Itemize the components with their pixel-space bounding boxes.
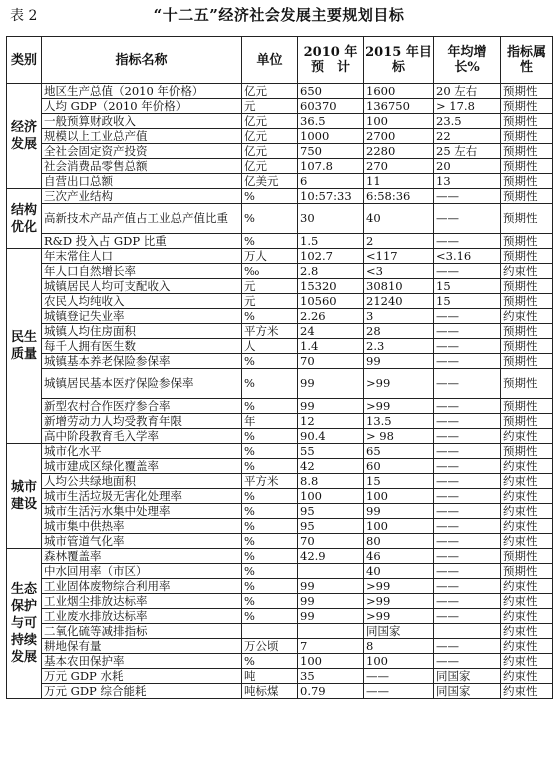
growth-cell: —— bbox=[434, 564, 501, 579]
attribute-cell: 约束性 bbox=[501, 639, 553, 654]
growth-cell: 15 bbox=[434, 294, 501, 309]
value-2010-cell: 90.4 bbox=[298, 429, 364, 444]
table-row bbox=[7, 654, 553, 669]
indicator-name-cell: 一般预算财政收入 bbox=[42, 114, 242, 129]
indicator-name-cell: 每千人拥有医生数 bbox=[42, 339, 242, 354]
table-row bbox=[7, 354, 553, 369]
growth-cell: —— bbox=[434, 324, 501, 339]
unit-cell: % bbox=[242, 189, 298, 204]
unit-cell: % bbox=[242, 609, 298, 624]
table-number: 表 2 bbox=[10, 8, 38, 24]
indicator-name-cell: 自营出口总额 bbox=[42, 174, 242, 189]
unit-cell: 万人 bbox=[242, 249, 298, 264]
unit-cell: 亿元 bbox=[242, 144, 298, 159]
value-2015-cell: 2280 bbox=[364, 144, 434, 159]
growth-cell: —— bbox=[434, 429, 501, 444]
unit-cell: % bbox=[242, 654, 298, 669]
category-cell: 生态保护与可持续发展 bbox=[7, 549, 42, 699]
table-row bbox=[7, 489, 553, 504]
unit-cell: % bbox=[242, 564, 298, 579]
indicator-name-cell: 城市生活垃圾无害化处理率 bbox=[42, 489, 242, 504]
value-2015-cell: 136750 bbox=[364, 99, 434, 114]
table-row bbox=[7, 144, 553, 159]
table-row bbox=[7, 459, 553, 474]
value-2010-cell: 70 bbox=[298, 534, 364, 549]
table-row bbox=[7, 204, 553, 234]
unit-cell: 吨 bbox=[242, 669, 298, 684]
value-2015-cell: 46 bbox=[364, 549, 434, 564]
indicator-name-cell: 万元 GDP 水耗 bbox=[42, 669, 242, 684]
table-title: “十二五”经济社会发展主要规划目标 bbox=[153, 6, 405, 24]
value-2010-cell: 650 bbox=[298, 84, 364, 99]
growth-cell: —— bbox=[434, 534, 501, 549]
attribute-cell: 约束性 bbox=[501, 489, 553, 504]
attribute-cell: 约束性 bbox=[501, 504, 553, 519]
growth-cell: —— bbox=[434, 549, 501, 564]
value-2015-cell: 8 bbox=[364, 639, 434, 654]
value-2010-cell: 102.7 bbox=[298, 249, 364, 264]
unit-cell: % bbox=[242, 444, 298, 459]
attribute-cell: 预期性 bbox=[501, 249, 553, 264]
indicator-name-cell: 高新技术产品产值占工业总产值比重 bbox=[42, 204, 242, 234]
growth-cell: —— bbox=[434, 594, 501, 609]
value-2015-cell: 40 bbox=[364, 564, 434, 579]
value-2015-cell: >99 bbox=[364, 609, 434, 624]
growth-cell: —— bbox=[434, 204, 501, 234]
indicator-name-cell: 高中阶段教育毛入学率 bbox=[42, 429, 242, 444]
value-2010-cell: 99 bbox=[298, 369, 364, 399]
value-2015-cell: 65 bbox=[364, 444, 434, 459]
indicator-name-cell: 规模以上工业总产值 bbox=[42, 129, 242, 144]
unit-cell: 元 bbox=[242, 294, 298, 309]
value-2010-cell: 95 bbox=[298, 519, 364, 534]
table-row bbox=[7, 444, 553, 459]
table-row bbox=[7, 324, 553, 339]
indicator-name-cell: 地区生产总值（2010 年价格） bbox=[42, 84, 242, 99]
attribute-cell: 预期性 bbox=[501, 414, 553, 429]
attribute-cell: 预期性 bbox=[501, 234, 553, 249]
indicator-name-cell: 城镇居民人均可支配收入 bbox=[42, 279, 242, 294]
table-row bbox=[7, 534, 553, 549]
table-row bbox=[7, 639, 553, 654]
growth-cell: 22 bbox=[434, 129, 501, 144]
attribute-cell: 约束性 bbox=[501, 264, 553, 279]
value-2015-cell: 6:58:36 bbox=[364, 189, 434, 204]
unit-cell: % bbox=[242, 504, 298, 519]
attribute-cell: 预期性 bbox=[501, 279, 553, 294]
indicator-name-cell: 新增劳动力人均受教育年限 bbox=[42, 414, 242, 429]
unit-cell: 万公顷 bbox=[242, 639, 298, 654]
growth-cell bbox=[434, 624, 501, 639]
attribute-cell: 约束性 bbox=[501, 579, 553, 594]
value-2010-cell: 12 bbox=[298, 414, 364, 429]
unit-cell: 元 bbox=[242, 279, 298, 294]
attribute-cell: 预期性 bbox=[501, 129, 553, 144]
growth-cell: 同国家 bbox=[434, 669, 501, 684]
growth-cell: —— bbox=[434, 579, 501, 594]
unit-cell: % bbox=[242, 534, 298, 549]
table-row bbox=[7, 504, 553, 519]
table-row bbox=[7, 609, 553, 624]
growth-cell: —— bbox=[434, 459, 501, 474]
table-row bbox=[7, 399, 553, 414]
attribute-cell: 预期性 bbox=[501, 174, 553, 189]
growth-cell: —— bbox=[434, 354, 501, 369]
indicator-name-cell: 中水回用率（市区） bbox=[42, 564, 242, 579]
table-row bbox=[7, 309, 553, 324]
growth-cell: —— bbox=[434, 309, 501, 324]
growth-cell: 13 bbox=[434, 174, 501, 189]
indicator-name-cell: 全社会固定资产投资 bbox=[42, 144, 242, 159]
indicator-name-cell: 工业烟尘排放达标率 bbox=[42, 594, 242, 609]
unit-cell: 吨标煤 bbox=[242, 684, 298, 699]
value-2015-cell: <3 bbox=[364, 264, 434, 279]
header-category: 类别 bbox=[7, 37, 42, 84]
value-2010-cell: 99 bbox=[298, 399, 364, 414]
value-2010-cell: 750 bbox=[298, 144, 364, 159]
indicator-name-cell: 城镇居民基本医疗保险参保率 bbox=[42, 369, 242, 399]
attribute-cell: 预期性 bbox=[501, 189, 553, 204]
growth-cell: 25 左右 bbox=[434, 144, 501, 159]
unit-cell: 亿元 bbox=[242, 114, 298, 129]
growth-cell: —— bbox=[434, 339, 501, 354]
indicator-name-cell: 工业固体废物综合利用率 bbox=[42, 579, 242, 594]
value-2010-cell: 2.26 bbox=[298, 309, 364, 324]
table-row bbox=[7, 429, 553, 444]
table-row bbox=[7, 564, 553, 579]
value-2015-cell: 270 bbox=[364, 159, 434, 174]
value-2010-cell: 35 bbox=[298, 669, 364, 684]
table-row bbox=[7, 594, 553, 609]
indicator-name-cell: R&D 投入占 GDP 比重 bbox=[42, 234, 242, 249]
indicator-name-cell: 城镇基本养老保险参保率 bbox=[42, 354, 242, 369]
growth-cell: <3.16 bbox=[434, 249, 501, 264]
unit-cell: 亿元 bbox=[242, 129, 298, 144]
indicator-name-cell: 森林覆盖率 bbox=[42, 549, 242, 564]
attribute-cell: 预期性 bbox=[501, 339, 553, 354]
indicator-name-cell: 城市建成区绿化覆盖率 bbox=[42, 459, 242, 474]
growth-cell: —— bbox=[434, 519, 501, 534]
category-cell: 城市建设 bbox=[7, 444, 42, 549]
unit-cell: % bbox=[242, 354, 298, 369]
table-row bbox=[7, 414, 553, 429]
growth-cell: 23.5 bbox=[434, 114, 501, 129]
attribute-cell: 预期性 bbox=[501, 204, 553, 234]
value-2010-cell: 1.4 bbox=[298, 339, 364, 354]
unit-cell: ‰ bbox=[242, 264, 298, 279]
value-2015-cell: 1600 bbox=[364, 84, 434, 99]
header-2015-target: 2015 年目 标 bbox=[364, 37, 434, 84]
table-row bbox=[7, 669, 553, 684]
header-indicator-name: 指标名称 bbox=[42, 37, 242, 84]
unit-cell: % bbox=[242, 399, 298, 414]
growth-cell: —— bbox=[434, 234, 501, 249]
table-row bbox=[7, 129, 553, 144]
attribute-cell: 预期性 bbox=[501, 369, 553, 399]
value-2010-cell: 99 bbox=[298, 609, 364, 624]
attribute-cell: 预期性 bbox=[501, 144, 553, 159]
indicator-name-cell: 基本农田保护率 bbox=[42, 654, 242, 669]
table-caption bbox=[0, 0, 558, 34]
attribute-cell: 预期性 bbox=[501, 564, 553, 579]
indicator-name-cell: 二氧化硫等减排指标 bbox=[42, 624, 242, 639]
value-2010-cell: 10560 bbox=[298, 294, 364, 309]
value-2015-cell: 100 bbox=[364, 114, 434, 129]
unit-cell: % bbox=[242, 429, 298, 444]
unit-cell: 亿美元 bbox=[242, 174, 298, 189]
value-2010-cell: 107.8 bbox=[298, 159, 364, 174]
attribute-cell: 预期性 bbox=[501, 549, 553, 564]
unit-cell: % bbox=[242, 579, 298, 594]
indicator-name-cell: 农民人均纯收入 bbox=[42, 294, 242, 309]
table-row bbox=[7, 684, 553, 699]
unit-cell: 人 bbox=[242, 339, 298, 354]
indicator-name-cell: 万元 GDP 综合能耗 bbox=[42, 684, 242, 699]
header-unit: 单位 bbox=[242, 37, 298, 84]
attribute-cell: 预期性 bbox=[501, 99, 553, 114]
header-indicator-attribute: 指标属性 bbox=[501, 37, 553, 84]
unit-cell: % bbox=[242, 204, 298, 234]
value-2010-cell: 100 bbox=[298, 654, 364, 669]
value-2015-cell: 2.3 bbox=[364, 339, 434, 354]
growth-cell: 15 bbox=[434, 279, 501, 294]
table-row bbox=[7, 624, 553, 639]
value-2015-cell: 11 bbox=[364, 174, 434, 189]
indicator-name-cell: 城镇人均住房面积 bbox=[42, 324, 242, 339]
value-2015-cell: >99 bbox=[364, 579, 434, 594]
table-row bbox=[7, 369, 553, 399]
attribute-cell: 预期性 bbox=[501, 159, 553, 174]
unit-cell: 亿元 bbox=[242, 159, 298, 174]
planning-targets-table bbox=[6, 36, 553, 699]
header-2010-estimate: 2010 年预 计 bbox=[298, 37, 364, 84]
value-2015-cell: 15 bbox=[364, 474, 434, 489]
value-2015-cell: —— bbox=[364, 684, 434, 699]
value-2010-cell bbox=[298, 564, 364, 579]
table-body bbox=[7, 84, 553, 699]
indicator-name-cell: 城市管道气化率 bbox=[42, 534, 242, 549]
growth-cell: —— bbox=[434, 474, 501, 489]
table-row bbox=[7, 579, 553, 594]
attribute-cell: 约束性 bbox=[501, 594, 553, 609]
value-2015-cell: 100 bbox=[364, 519, 434, 534]
value-2015-cell: —— bbox=[364, 669, 434, 684]
indicator-name-cell: 新型农村合作医疗参合率 bbox=[42, 399, 242, 414]
category-cell: 经济发展 bbox=[7, 84, 42, 189]
attribute-cell: 约束性 bbox=[501, 534, 553, 549]
indicator-name-cell: 工业废水排放达标率 bbox=[42, 609, 242, 624]
unit-cell: 亿元 bbox=[242, 84, 298, 99]
indicator-name-cell: 城镇登记失业率 bbox=[42, 309, 242, 324]
indicator-name-cell: 耕地保有量 bbox=[42, 639, 242, 654]
growth-cell: 同国家 bbox=[434, 684, 501, 699]
unit-cell: % bbox=[242, 369, 298, 399]
attribute-cell: 约束性 bbox=[501, 459, 553, 474]
growth-cell: > 17.8 bbox=[434, 99, 501, 114]
value-2015-cell: >99 bbox=[364, 399, 434, 414]
attribute-cell: 预期性 bbox=[501, 399, 553, 414]
value-2015-cell: 3 bbox=[364, 309, 434, 324]
value-2010-cell: 2.8 bbox=[298, 264, 364, 279]
value-2015-cell: 99 bbox=[364, 504, 434, 519]
unit-cell: 元 bbox=[242, 99, 298, 114]
indicator-name-cell: 人均 GDP（2010 年价格） bbox=[42, 99, 242, 114]
value-2015-cell: 同国家 bbox=[364, 624, 434, 639]
table-row bbox=[7, 249, 553, 264]
value-2010-cell: 70 bbox=[298, 354, 364, 369]
table-row bbox=[7, 159, 553, 174]
growth-cell: —— bbox=[434, 504, 501, 519]
growth-cell: —— bbox=[434, 264, 501, 279]
unit-cell: % bbox=[242, 459, 298, 474]
attribute-cell: 约束性 bbox=[501, 519, 553, 534]
table-row bbox=[7, 519, 553, 534]
value-2010-cell: 7 bbox=[298, 639, 364, 654]
value-2010-cell: 42.9 bbox=[298, 549, 364, 564]
attribute-cell: 约束性 bbox=[501, 669, 553, 684]
growth-cell: 20 bbox=[434, 159, 501, 174]
value-2015-cell: 40 bbox=[364, 204, 434, 234]
category-cell: 民生质量 bbox=[7, 249, 42, 444]
indicator-name-cell: 城市生活污水集中处理率 bbox=[42, 504, 242, 519]
table-row bbox=[7, 114, 553, 129]
value-2015-cell: <117 bbox=[364, 249, 434, 264]
value-2010-cell: 100 bbox=[298, 489, 364, 504]
indicator-name-cell: 社会消费品零售总额 bbox=[42, 159, 242, 174]
value-2015-cell: 100 bbox=[364, 489, 434, 504]
value-2010-cell: 15320 bbox=[298, 279, 364, 294]
unit-cell: % bbox=[242, 309, 298, 324]
value-2015-cell: 2700 bbox=[364, 129, 434, 144]
unit-cell: 平方米 bbox=[242, 324, 298, 339]
table-row bbox=[7, 99, 553, 114]
value-2010-cell: 10:57:33 bbox=[298, 189, 364, 204]
table-row bbox=[7, 189, 553, 204]
unit-cell bbox=[242, 624, 298, 639]
value-2010-cell: 6 bbox=[298, 174, 364, 189]
table-row bbox=[7, 264, 553, 279]
attribute-cell: 预期性 bbox=[501, 324, 553, 339]
attribute-cell: 预期性 bbox=[501, 444, 553, 459]
growth-cell: —— bbox=[434, 489, 501, 504]
attribute-cell: 预期性 bbox=[501, 114, 553, 129]
value-2015-cell: 30810 bbox=[364, 279, 434, 294]
attribute-cell: 约束性 bbox=[501, 624, 553, 639]
header-annual-growth: 年均增长% bbox=[434, 37, 501, 84]
table-row bbox=[7, 279, 553, 294]
indicator-name-cell: 年人口自然增长率 bbox=[42, 264, 242, 279]
unit-cell: % bbox=[242, 549, 298, 564]
value-2015-cell: 2 bbox=[364, 234, 434, 249]
value-2010-cell: 36.5 bbox=[298, 114, 364, 129]
table-row bbox=[7, 174, 553, 189]
value-2010-cell: 60370 bbox=[298, 99, 364, 114]
attribute-cell: 预期性 bbox=[501, 354, 553, 369]
value-2010-cell: 95 bbox=[298, 504, 364, 519]
table-row bbox=[7, 339, 553, 354]
table-row bbox=[7, 84, 553, 99]
value-2015-cell: >99 bbox=[364, 369, 434, 399]
value-2015-cell: 100 bbox=[364, 654, 434, 669]
unit-cell: 年 bbox=[242, 414, 298, 429]
attribute-cell: 约束性 bbox=[501, 474, 553, 489]
table-row bbox=[7, 234, 553, 249]
header-row bbox=[7, 37, 553, 84]
value-2010-cell: 99 bbox=[298, 594, 364, 609]
growth-cell: —— bbox=[434, 414, 501, 429]
value-2010-cell: 99 bbox=[298, 579, 364, 594]
indicator-name-cell: 年末常住人口 bbox=[42, 249, 242, 264]
indicator-name-cell: 城市化水平 bbox=[42, 444, 242, 459]
value-2010-cell: 30 bbox=[298, 204, 364, 234]
value-2015-cell: 13.5 bbox=[364, 414, 434, 429]
unit-cell: % bbox=[242, 489, 298, 504]
indicator-name-cell: 三次产业结构 bbox=[42, 189, 242, 204]
value-2015-cell: >99 bbox=[364, 594, 434, 609]
value-2010-cell: 8.8 bbox=[298, 474, 364, 489]
indicator-name-cell: 城市集中供热率 bbox=[42, 519, 242, 534]
growth-cell: 20 左右 bbox=[434, 84, 501, 99]
growth-cell: —— bbox=[434, 189, 501, 204]
attribute-cell: 约束性 bbox=[501, 309, 553, 324]
growth-cell: —— bbox=[434, 609, 501, 624]
value-2015-cell: 80 bbox=[364, 534, 434, 549]
value-2015-cell: 21240 bbox=[364, 294, 434, 309]
attribute-cell: 预期性 bbox=[501, 84, 553, 99]
attribute-cell: 预期性 bbox=[501, 294, 553, 309]
indicator-name-cell: 人均公共绿地面积 bbox=[42, 474, 242, 489]
growth-cell: —— bbox=[434, 399, 501, 414]
growth-cell: —— bbox=[434, 639, 501, 654]
value-2015-cell: > 98 bbox=[364, 429, 434, 444]
value-2015-cell: 99 bbox=[364, 354, 434, 369]
attribute-cell: 约束性 bbox=[501, 684, 553, 699]
table-row bbox=[7, 549, 553, 564]
growth-cell: —— bbox=[434, 654, 501, 669]
value-2015-cell: 28 bbox=[364, 324, 434, 339]
value-2010-cell: 55 bbox=[298, 444, 364, 459]
attribute-cell: 约束性 bbox=[501, 609, 553, 624]
value-2010-cell: 24 bbox=[298, 324, 364, 339]
unit-cell: 平方米 bbox=[242, 474, 298, 489]
value-2010-cell: 1000 bbox=[298, 129, 364, 144]
table-row bbox=[7, 474, 553, 489]
unit-cell: % bbox=[242, 594, 298, 609]
value-2010-cell: 1.5 bbox=[298, 234, 364, 249]
value-2010-cell: 42 bbox=[298, 459, 364, 474]
value-2010-cell bbox=[298, 624, 364, 639]
attribute-cell: 约束性 bbox=[501, 654, 553, 669]
value-2010-cell: 0.79 bbox=[298, 684, 364, 699]
growth-cell: —— bbox=[434, 369, 501, 399]
attribute-cell: 约束性 bbox=[501, 429, 553, 444]
category-cell: 结构优化 bbox=[7, 189, 42, 249]
table-row bbox=[7, 294, 553, 309]
unit-cell: % bbox=[242, 234, 298, 249]
growth-cell: —— bbox=[434, 444, 501, 459]
unit-cell: % bbox=[242, 519, 298, 534]
value-2015-cell: 60 bbox=[364, 459, 434, 474]
